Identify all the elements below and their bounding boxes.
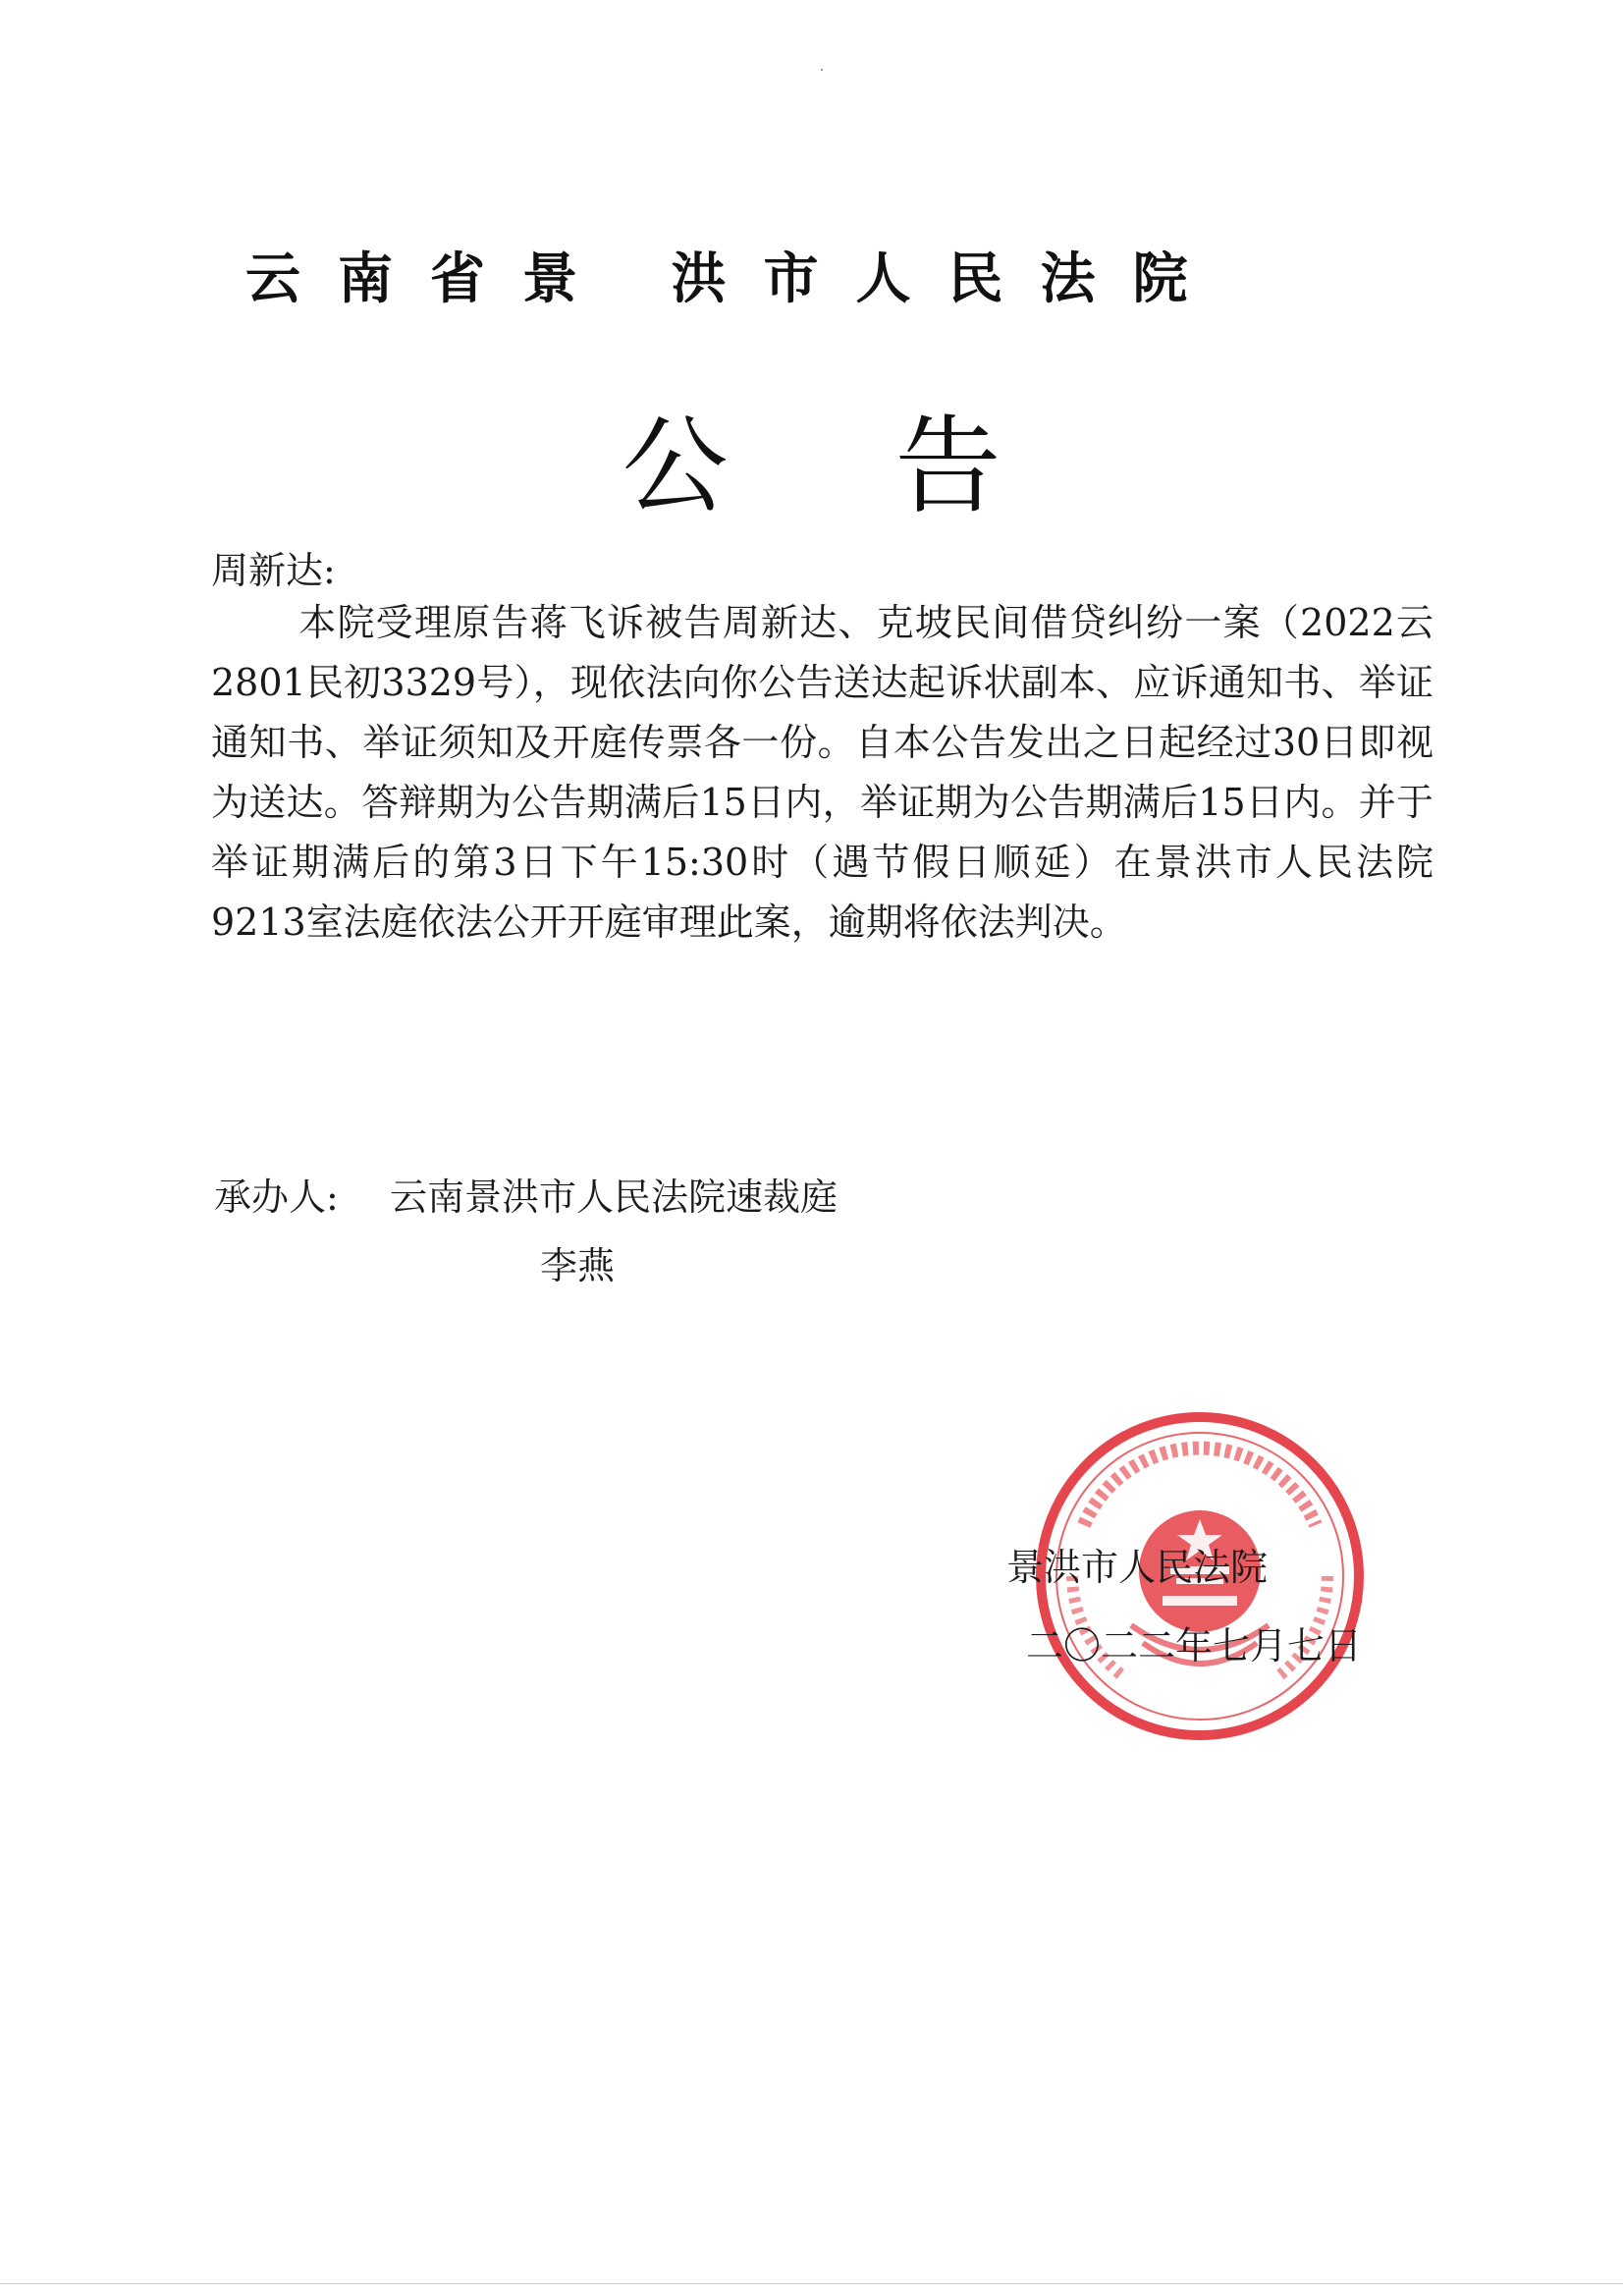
addressee: 周新达: <box>211 549 336 592</box>
notice-body-text: 本院受理原告蒋飞诉被告周新达、克坡民间借贷纠纷一案（2022云2801民初3329号），现依法向你公告送达起诉状副本、应诉通知书、举证通知书、举证须知及开庭传票各一份。自本公告发出之日起经过30日即视为送达。答辩期为公告期满后15日内，举证期为公告期满后15日内。并于举证期满后的第3日下午15:30时（遇节假日顺延）在景洪市人民法院9213室法庭依法公开开庭审理此案，逾期将依法判决。 <box>211 601 1434 944</box>
document-title: 公告 <box>622 406 1168 528</box>
notice-body <box>211 593 1434 953</box>
handler-label: 承办人: <box>214 1175 339 1219</box>
handler-unit: 云南景洪市人民法院速裁庭 <box>390 1175 839 1219</box>
issue-date: 二〇二二年七月七日 <box>1026 1624 1363 1667</box>
scan-speck <box>821 69 823 71</box>
scan-edge-line <box>0 2283 1623 2284</box>
handler-person: 李燕 <box>540 1244 616 1287</box>
court-name: 云南省景 洪市人民法院 <box>245 247 1225 311</box>
issuing-court: 景洪市人民法院 <box>1006 1546 1269 1589</box>
